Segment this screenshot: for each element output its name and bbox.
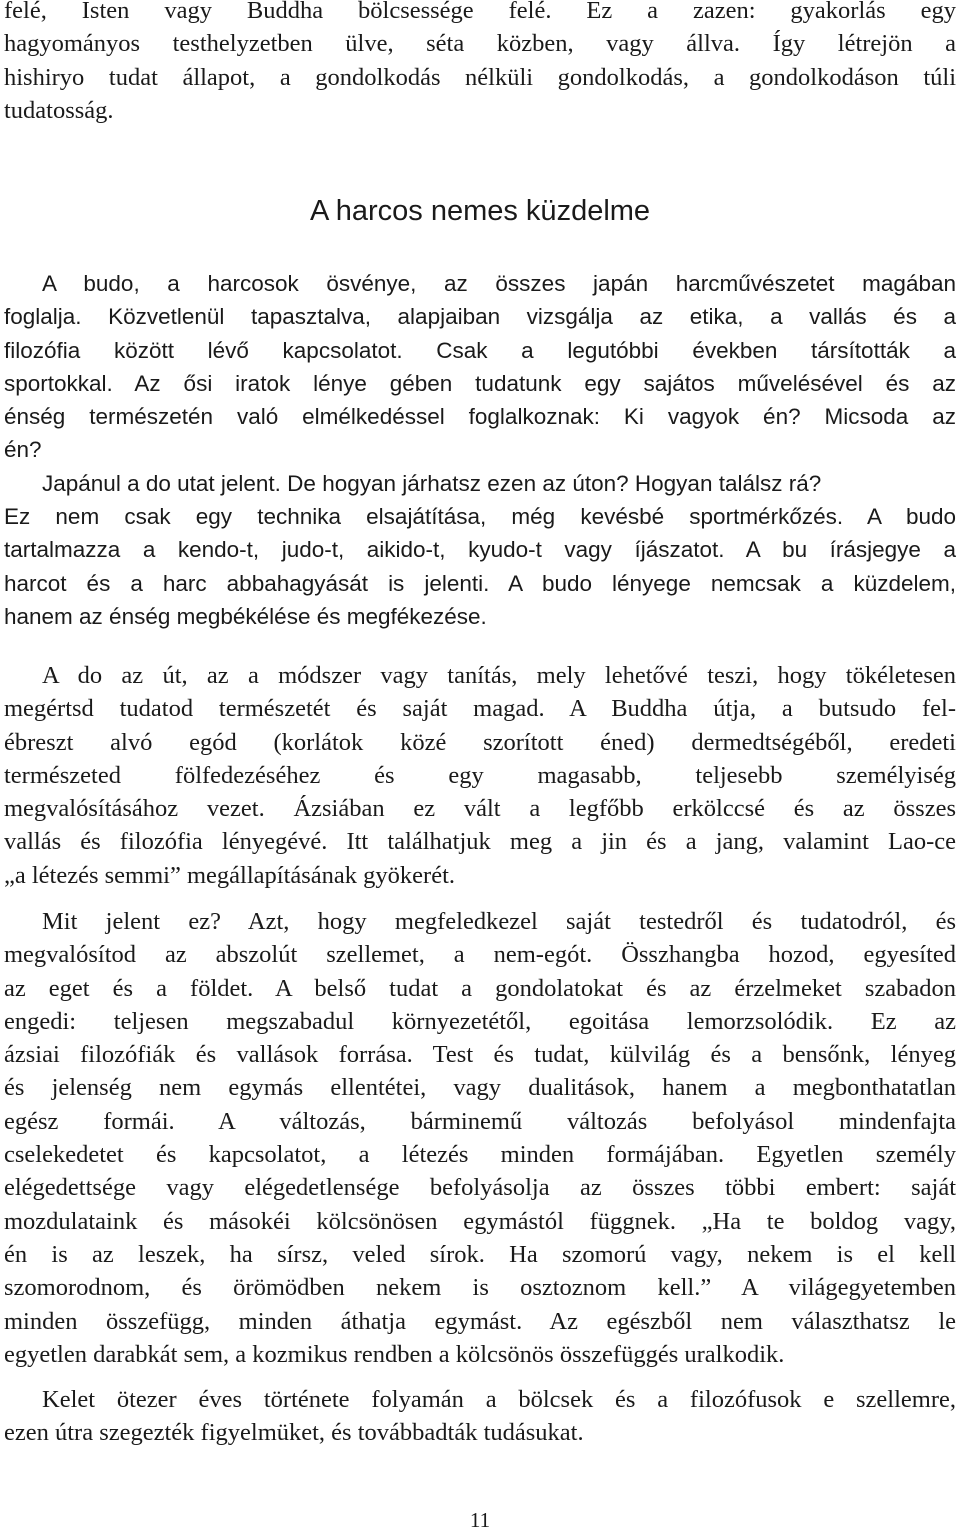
text-line: engedi: teljesen megszabadul környezetétől, egoitása lemorzsolódik. Ez az: [4, 1007, 956, 1035]
text-line: harcot és a harc abbahagyását is jelenti. A budo lényege nemcsak a küzdelem,: [4, 570, 956, 596]
kelet-paragraph: [4, 1383, 956, 1450]
text-line: Mit jelent ez? Azt, hogy megfeledkezel saját testedről és tudatodról, és: [42, 908, 956, 935]
section-heading: A harcos nemes küzdelme: [309, 195, 651, 227]
do-paragraph: [4, 659, 956, 892]
text-line: foglalja. Közvetlenül tapasztalva, alapjaiban vizsgálja az etika, a vallás és a: [4, 304, 956, 330]
text-line: felé, Isten vagy Buddha bölcsessége felé. Ez a zazen: gyakorlás egy: [4, 0, 956, 24]
text-line: megvalósítod az abszolút szellemet, a nem-egót. Összhangba hozod, egyesíted: [4, 941, 956, 969]
text-line: hagyományos testhelyzetben ülve, séta közben, vagy állva. Így létrejön a: [4, 30, 956, 58]
page-number: 11: [469, 1508, 491, 1532]
text-line: Ez nem csak egy technika elsajátítása, még kevésbé sportmérkőzés. A budo: [4, 504, 956, 530]
text-line: természeted fölfedezéséhez és egy magasabb, teljesebb személyiség: [4, 761, 956, 789]
text-line: Japánul a do utat jelent. De hogyan járhatsz ezen az úton? Hogyan találsz rá?: [42, 470, 822, 496]
text-line: vallás és filozófia lényegévé. Itt találhatjuk meg a jin és a jang, valamint Lao-ce: [4, 828, 956, 856]
text-line: filozófia között lévő kapcsolatot. Csak a legutóbbi években társították a: [4, 337, 956, 363]
text-line: Kelet ötezer éves története folyamán a bölcsek és a filozófusok e szellemre,: [42, 1386, 956, 1413]
text-line: én?: [4, 437, 42, 463]
text-line: megvalósításához vezet. Ázsiában ez vált a legfőbb erkölccsé és az összes: [4, 795, 956, 823]
text-line: cselekedetet és kapcsolatot, a létezés minden formájában. Egyetlen személy: [4, 1141, 956, 1169]
text-line: ezen útra szegezték figyelmüket, és továbbadták tudásukat.: [4, 1419, 584, 1447]
text-line: szomorodnom, és örömödben nekem is osztoznom kell.” A világegyetemben: [4, 1274, 956, 1302]
text-line: elégedettsége vagy elégedetlensége befolyásolja az összes többi embert: saját: [4, 1174, 956, 1202]
text-line: az eget és a földet. A belső tudat a gondolatokat és az érzelmeket szabadon: [4, 974, 956, 1002]
text-line: énség természetén való elmélkedéssel foglalkoznak: Ki vagyok én? Micsoda az: [4, 404, 956, 430]
text-line: „a létezés semmi” megállapításának gyökerét.: [4, 861, 456, 889]
text-line: minden összefügg, minden áthatja egymást. Az egészből nem választhatsz le: [4, 1307, 956, 1335]
text-line: megértsd tudatod természetét és saját magad. A Buddha útja, a butsudo fel-: [4, 695, 956, 723]
mit-paragraph: [4, 905, 956, 1371]
text-line: mozdulataink és másokéi kölcsönösen egymástól függnek. „Ha te boldog vagy,: [4, 1207, 956, 1235]
text-line: én is az leszek, ha sírsz, veled sírok. Ha szomorú vagy, nekem is el kell: [4, 1240, 956, 1268]
text-line: sportokkal. Az ősi iratok lénye gében tudatunk egy sajátos művelésével és az: [4, 370, 956, 396]
document-page: [4, 0, 956, 1447]
text-line: hanem az énség megbékélése és megfékezése.: [4, 603, 487, 629]
text-line: ázsiai filozófiák és vallások forrása. Test és tudat, külvilág és a bensőnk, lényeg: [4, 1041, 956, 1069]
text-line: A budo, a harcosok ösvénye, az összes japán harcművészetet magában: [42, 271, 956, 296]
text-line: egyetlen darabkát sem, a kozmikus rendben a kölcsönös összefüggés uralkodik.: [4, 1340, 785, 1368]
budo-paragraph: [4, 267, 956, 633]
text-line: és jelenség nem egymás ellentétei, vagy dualitások, hanem a megbonthatatlan: [4, 1074, 956, 1102]
text-line: ébreszt alvó egód (korlátok közé szorított éned) dermedtségéből, eredeti: [4, 728, 956, 756]
intro-paragraph: [4, 0, 956, 127]
text-line: A do az út, az a módszer vagy tanítás, mely lehetővé teszi, hogy tökéletesen: [42, 662, 956, 689]
text-line: tudatosság.: [4, 96, 114, 124]
text-line: egész formái. A változás, bárminemű változás befolyásol mindenfajta: [4, 1107, 956, 1135]
text-line: hishiryo tudat állapot, a gondolkodás nélküli gondolkodás, a gondolkodáson túli: [4, 63, 956, 91]
text-line: tartalmazza a kendo-t, judo-t, aikido-t, kyudo-t vagy íjászatot. A bu írásjegye a: [4, 537, 956, 563]
